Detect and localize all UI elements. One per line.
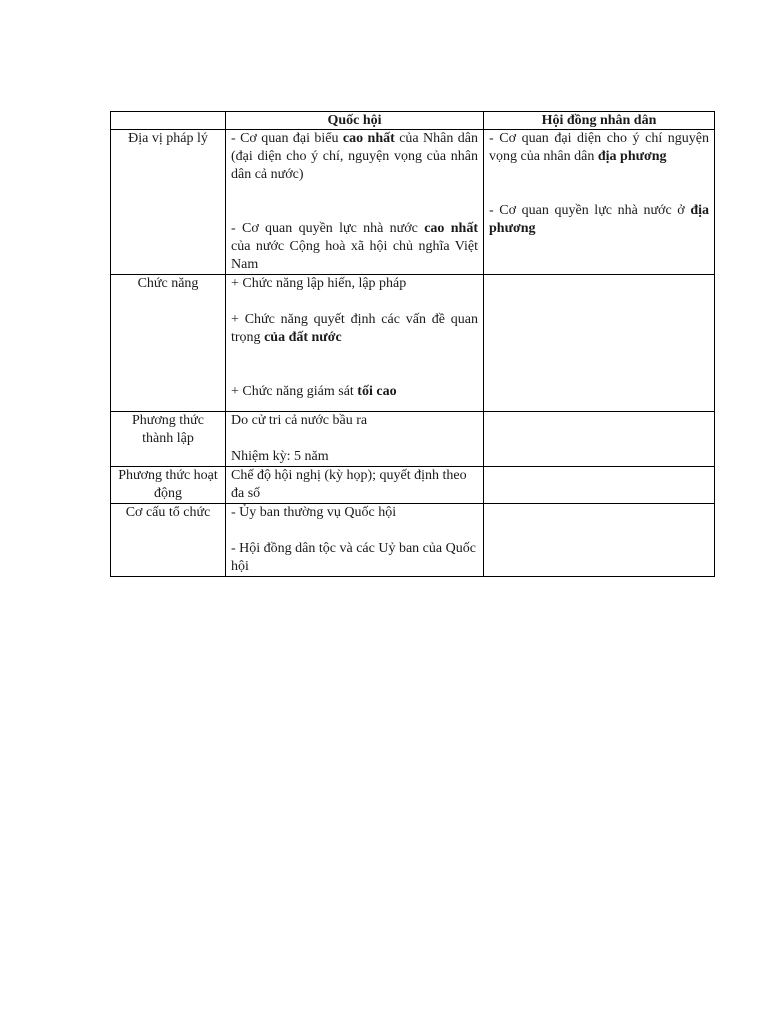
text-run: - Cơ quan đại diện cho ý chí nguyện vọng của nhân dân bbox=[489, 131, 709, 164]
row-label-phuong-thuc-thanh-lap: Phương thức thành lập bbox=[111, 412, 226, 467]
cell-hdnd-chuc-nang bbox=[484, 275, 715, 412]
spacer bbox=[231, 430, 478, 448]
header-hoi-dong-nhan-dan: Hội đồng nhân dân bbox=[484, 112, 715, 130]
text-run: + Chức năng giám sát bbox=[231, 384, 358, 399]
bold-text: cao nhất bbox=[424, 221, 478, 236]
cell-text: Nhiệm kỳ: 5 năm bbox=[231, 449, 329, 464]
bold-text: địa phương bbox=[489, 203, 709, 236]
row-label-dia-vi-phap-ly: Địa vị pháp lý bbox=[111, 130, 226, 275]
cell-hdnd-hoat-dong bbox=[484, 467, 715, 504]
cell-quoc-hoi-co-cau bbox=[226, 504, 484, 577]
text-run: + Chức năng quyết định các vấn đề quan trọng bbox=[231, 312, 478, 345]
spacer bbox=[231, 347, 478, 383]
cell-text bbox=[231, 311, 478, 347]
cell-text: - Hội đồng dân tộc và các Uỷ ban của Quốc hội bbox=[231, 541, 476, 574]
row-label-co-cau-to-chuc: Cơ cấu tổ chức bbox=[111, 504, 226, 577]
bold-text: của đất nước bbox=[264, 330, 342, 345]
cell-text: Chế độ hội nghị (kỳ họp); quyết định theo đa số bbox=[231, 468, 467, 501]
comparison-table bbox=[110, 111, 715, 577]
cell-quoc-hoi-chuc-nang bbox=[226, 275, 484, 412]
cell-text bbox=[231, 220, 478, 274]
cell-text bbox=[231, 383, 478, 411]
cell-quoc-hoi-hoat-dong bbox=[226, 467, 484, 504]
bold-text: tối cao bbox=[357, 384, 397, 399]
table-header-row bbox=[111, 112, 715, 130]
spacer bbox=[231, 293, 478, 311]
cell-hdnd-thanh-lap bbox=[484, 412, 715, 467]
cell-quoc-hoi-thanh-lap bbox=[226, 412, 484, 467]
cell-text: Do cử tri cả nước bầu ra bbox=[231, 413, 368, 428]
spacer bbox=[231, 184, 478, 220]
cell-text: - Ủy ban thường vụ Quốc hội bbox=[231, 505, 397, 520]
cell-text: + Chức năng lập hiến, lập pháp bbox=[231, 276, 407, 291]
header-empty bbox=[111, 112, 226, 130]
table-row-phuong-thuc-hoat-dong bbox=[111, 467, 715, 504]
table-row-dia-vi-phap-ly bbox=[111, 130, 715, 275]
spacer bbox=[231, 522, 478, 540]
text-run: của Nhân dân (đại diện cho ý chí, nguyện vọng của nhân dân cả nước) bbox=[231, 131, 479, 182]
cell-hdnd-dia-vi bbox=[484, 130, 715, 275]
text-run: - Cơ quan quyền lực nhà nước ở bbox=[489, 203, 691, 218]
text-run: - Cơ quan quyền lực nhà nước bbox=[231, 221, 425, 236]
text-run: - Cơ quan đại biểu bbox=[231, 131, 343, 146]
row-label-phuong-thuc-hoat-dong: Phương thức hoạt động bbox=[111, 467, 226, 504]
cell-text bbox=[489, 130, 709, 166]
table-row-co-cau-to-chuc bbox=[111, 504, 715, 577]
header-quoc-hoi: Quốc hội bbox=[226, 112, 484, 130]
row-label-chuc-nang: Chức năng bbox=[111, 275, 226, 412]
cell-hdnd-co-cau bbox=[484, 504, 715, 577]
spacer bbox=[489, 166, 709, 202]
cell-quoc-hoi-dia-vi bbox=[226, 130, 484, 275]
bold-text: cao nhất bbox=[342, 131, 395, 146]
text-run: của nước Cộng hoà xã hội chủ nghĩa Việt Nam bbox=[231, 239, 478, 272]
table-row-phuong-thuc-thanh-lap bbox=[111, 412, 715, 467]
bold-text: địa phương bbox=[597, 149, 667, 164]
table-row-chuc-nang bbox=[111, 275, 715, 412]
cell-text bbox=[231, 130, 478, 184]
cell-text bbox=[489, 202, 709, 238]
